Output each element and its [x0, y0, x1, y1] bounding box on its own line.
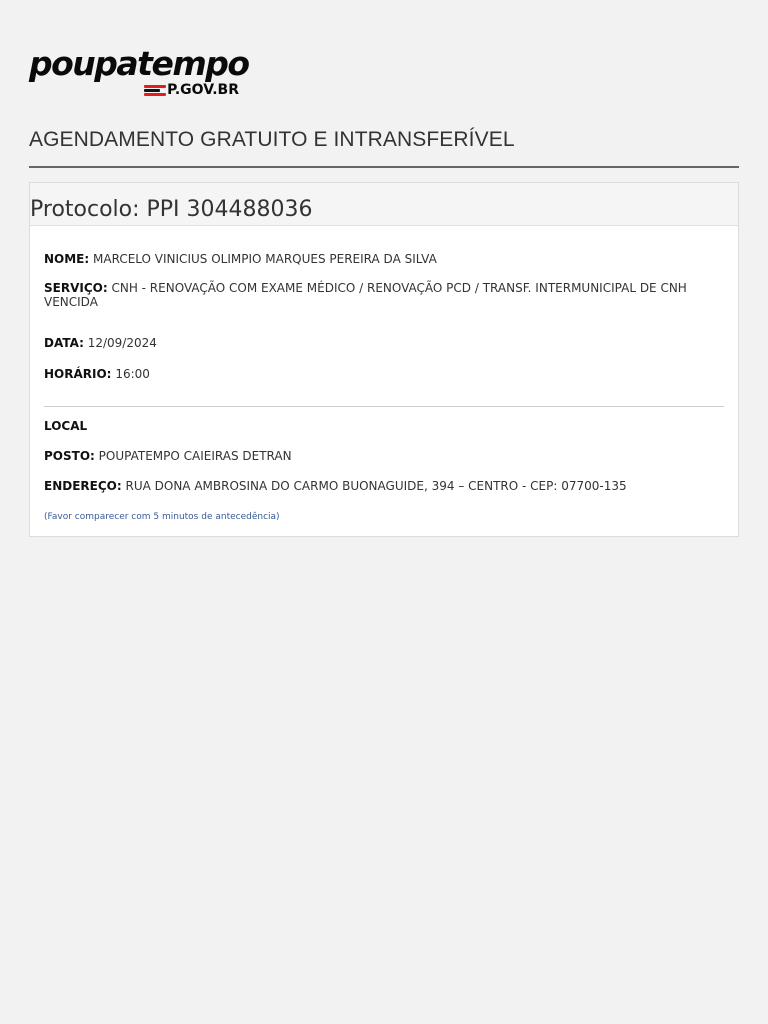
date-value: 12/09/2024 — [87, 336, 157, 350]
date-label: DATA: — [44, 336, 84, 350]
posto-field — [44, 449, 734, 463]
time-field — [44, 367, 734, 381]
protocol-number: Protocolo: PPI 304488036 — [30, 197, 313, 222]
title-divider — [29, 166, 739, 168]
panel-header — [30, 183, 738, 226]
arrival-note: (Favor comparecer com 5 minutos de antecedência) — [44, 512, 280, 522]
posto-value: POUPATEMPO CAIEIRAS DETRAN — [98, 449, 292, 463]
posto-label: POSTO: — [44, 449, 95, 463]
service-field — [44, 281, 734, 309]
address-field — [44, 479, 734, 493]
service-label: SERVIÇO: — [44, 281, 108, 295]
sp-mark-icon — [144, 85, 166, 96]
logo-wordmark: poupatempo — [29, 44, 249, 83]
service-value: CNH - RENOVAÇÃO COM EXAME MÉDICO / RENOVAÇÃO PCD / TRANSF. INTERMUNICIPAL DE CNH VENCIDA — [44, 281, 687, 309]
date-field — [44, 336, 734, 350]
address-value: RUA DONA AMBROSINA DO CARMO BUONAGUIDE, 394 – CENTRO - CEP: 07700-135 — [125, 479, 627, 493]
address-label: ENDEREÇO: — [44, 479, 122, 493]
name-label: NOME: — [44, 252, 90, 266]
local-section-title — [44, 419, 734, 433]
poupatempo-logo — [29, 44, 249, 100]
logo-domain: P.GOV.BR — [167, 82, 239, 98]
time-value: 16:00 — [115, 367, 150, 381]
appointment-panel — [29, 182, 739, 537]
name-value: MARCELO VINICIUS OLIMPIO MARQUES PEREIRA DA SILVA — [93, 252, 437, 266]
time-label: HORÁRIO: — [44, 367, 112, 381]
section-divider — [44, 406, 724, 407]
local-title: LOCAL — [44, 419, 88, 433]
logo-subtitle — [144, 82, 239, 98]
page-title: AGENDAMENTO GRATUITO E INTRANSFERÍVEL — [29, 128, 515, 151]
name-field — [44, 252, 734, 266]
